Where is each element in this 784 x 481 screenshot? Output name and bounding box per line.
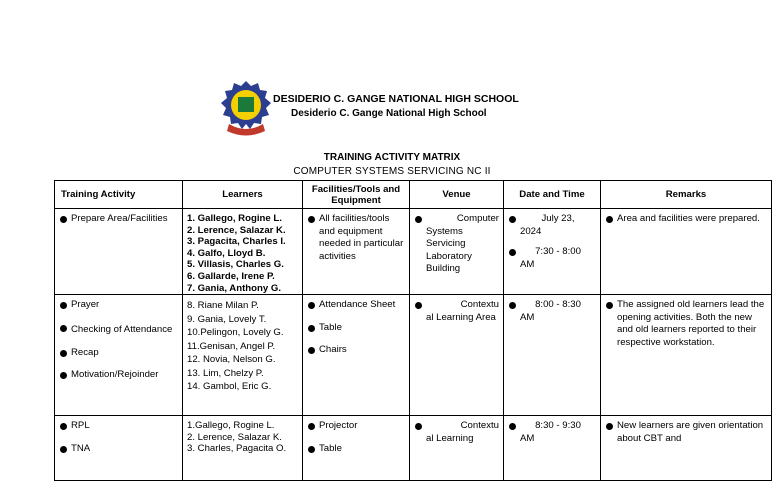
learner-item: 7. Gania, Anthony G.	[187, 282, 281, 294]
time-text: 8:30 - 9:30	[535, 420, 581, 432]
learner-item: 2. Lerence, Salazar K.	[187, 224, 286, 236]
list-item: TNA	[59, 443, 178, 456]
list-item: Motivation/Rejoinder	[59, 369, 178, 382]
learner-item: 11.Genisan, Angel P.	[187, 340, 276, 352]
venue-cell	[410, 209, 504, 295]
list-item: RPL	[59, 420, 178, 433]
learner-item: 1.Gallego, Rogine L.	[187, 420, 275, 432]
table-row	[55, 416, 772, 481]
list-item: Table	[307, 443, 405, 456]
school-name: DESIDERIO C. GANGE NATIONAL HIGH SCHOOL	[273, 93, 519, 105]
list-item: New learners are given orientation about CBT and	[605, 420, 767, 445]
column-header: Venue	[410, 181, 504, 209]
date-text: July 23,	[541, 213, 575, 224]
learner-item: 3. Pagacita, Charles I.	[187, 236, 286, 248]
venue-text: Contextu	[460, 299, 499, 311]
learner-item: 2. Lerence, Salazar K.	[187, 431, 282, 443]
list-item: All facilities/tools and equipment needed in particular activities	[307, 213, 405, 263]
list-item: Recap	[59, 347, 178, 360]
remarks-cell	[601, 295, 772, 416]
learner-item: 6. Gallarde, Irene P.	[187, 270, 275, 282]
activity-cell	[55, 209, 183, 295]
learner-item: 14. Gambol, Eric G.	[187, 381, 272, 393]
venue-cell	[410, 416, 504, 481]
remarks-cell	[601, 209, 772, 295]
list-item: Projector	[307, 420, 405, 433]
list-item: The assigned old learners lead the opening activities. Both the new and old learners reported to their respective workstation.	[605, 299, 767, 349]
date-text: 2024	[520, 225, 542, 237]
list-item: Chairs	[307, 344, 405, 357]
time-text: AM	[520, 311, 535, 323]
list-item: Attendance Sheet	[307, 299, 405, 312]
learner-item: 13. Lim, Chelzy P.	[187, 367, 264, 379]
school-logo	[220, 80, 272, 138]
facilities-cell	[303, 295, 410, 416]
learners-cell	[183, 209, 303, 295]
table-row	[55, 209, 772, 295]
venue-text: Contextu	[460, 420, 499, 432]
learner-item: 1. Gallego, Rogine L.	[187, 213, 282, 224]
document-subtitle: COMPUTER SYSTEMS SERVICING NC II	[293, 166, 491, 177]
facilities-cell	[303, 416, 410, 481]
time-text: AM	[520, 432, 535, 444]
learner-item: 4. Galfo, Lloyd B.	[187, 247, 266, 259]
column-header: Training Activity	[55, 181, 183, 209]
venue-text: Computer	[456, 213, 499, 224]
time-text: 8:00 - 8:30	[535, 299, 581, 311]
learners-cell	[183, 295, 303, 416]
venue-text: al Learning	[426, 432, 474, 444]
table-row	[55, 295, 772, 416]
document-title: TRAINING ACTIVITY MATRIX	[323, 152, 461, 163]
remarks-cell	[601, 416, 772, 481]
venue-text: Systems Servicing Laboratory Building	[426, 225, 472, 274]
learner-item: 10.Pelingon, Lovely G.	[187, 327, 284, 339]
learner-item: 5. Villasis, Charles G.	[187, 259, 284, 271]
training-activity-table	[54, 180, 772, 481]
list-item: Prepare Area/Facilities	[59, 213, 178, 226]
date-time-cell	[504, 209, 601, 295]
venue-text: al Learning Area	[426, 311, 496, 323]
learner-item: 9. Gania, Lovely T.	[187, 313, 267, 325]
school-subname: Desiderio C. Gange National High School	[291, 108, 487, 119]
list-item: Prayer	[59, 299, 178, 312]
list-item: Checking of Attendance	[59, 322, 178, 337]
time-text: AM	[520, 258, 535, 270]
venue-cell	[410, 295, 504, 416]
table-header-row	[55, 181, 772, 209]
list-item: Table	[307, 322, 405, 335]
date-time-cell	[504, 295, 601, 416]
column-header: Date and Time	[504, 181, 601, 209]
facilities-cell	[303, 209, 410, 295]
time-text: 7:30 - 8:00	[535, 246, 581, 257]
column-header: Learners	[183, 181, 303, 209]
activity-cell	[55, 416, 183, 481]
learners-cell	[183, 416, 303, 481]
learner-item: 12. Novia, Nelson G.	[187, 354, 276, 366]
activity-cell	[55, 295, 183, 416]
column-header: Remarks	[601, 181, 772, 209]
list-item: Area and facilities were prepared.	[605, 213, 767, 226]
column-header: Facilities/Tools and Equipment	[303, 181, 410, 209]
learner-item: 3. Charles, Pagacita O.	[187, 443, 287, 455]
date-time-cell	[504, 416, 601, 481]
learner-item: 8. Riane Milan P.	[187, 300, 259, 312]
